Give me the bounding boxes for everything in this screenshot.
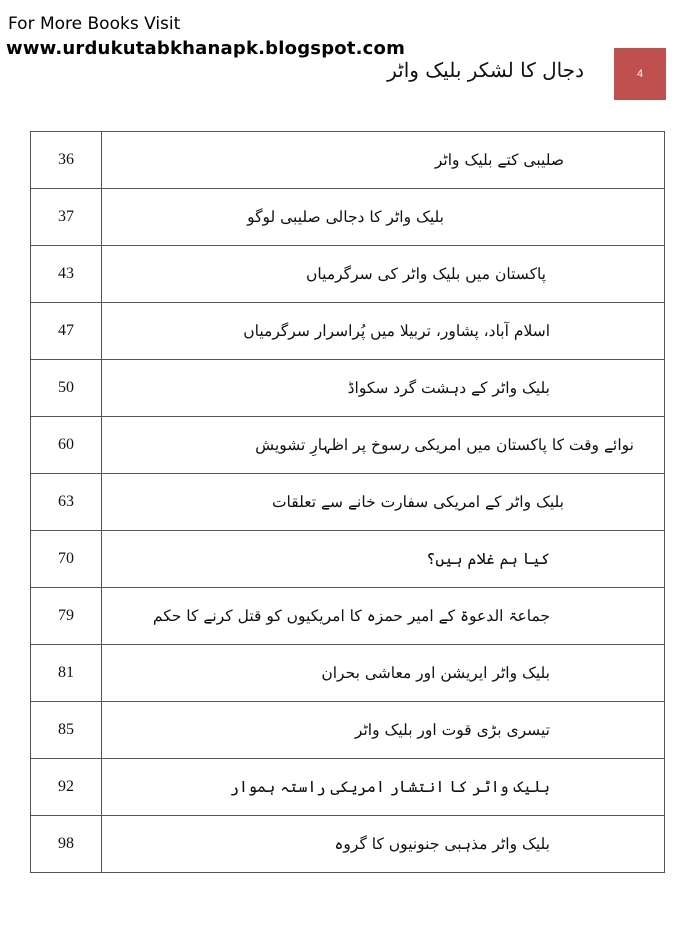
toc-page-number: 37 bbox=[31, 189, 102, 246]
toc-entry-title: کیا ہم غلام ہیں؟ bbox=[102, 531, 665, 588]
table-row bbox=[31, 702, 665, 759]
promo-url: www.urdukutabkhanapk.blogspot.com bbox=[6, 38, 406, 59]
toc-table bbox=[30, 131, 665, 873]
table-row bbox=[31, 132, 665, 189]
toc-entry-title: بلیک واٹر کے دہشت گرد سکواڈ bbox=[102, 360, 665, 417]
toc-entry-title: پاکستان میں بلیک واٹر کی سرگرمیاں bbox=[102, 246, 665, 303]
table-row bbox=[31, 417, 665, 474]
table-row bbox=[31, 303, 665, 360]
toc-entry-title: بلیک واٹر کا دجالی صلیبی لوگو bbox=[102, 189, 665, 246]
table-row bbox=[31, 360, 665, 417]
toc-page-number: 63 bbox=[31, 474, 102, 531]
toc-page-number: 36 bbox=[31, 132, 102, 189]
table-row bbox=[31, 474, 665, 531]
toc-page-number: 60 bbox=[31, 417, 102, 474]
toc-page-number: 81 bbox=[31, 645, 102, 702]
table-row bbox=[31, 189, 665, 246]
toc-entry-title: بلیک واٹر مذہبی جنونیوں کا گروہ bbox=[102, 816, 665, 873]
toc-entry-title: بلیک واٹر ایریشن اور معاشی بحران bbox=[102, 645, 665, 702]
toc-entry-title: بلیک واٹر کا انتشار امریکی راستہ ہموار bbox=[102, 759, 665, 816]
table-row bbox=[31, 759, 665, 816]
toc-page-number: 70 bbox=[31, 531, 102, 588]
toc-entry-title: اسلام آباد، پشاور، تربیلا میں پُراسرار سرگرمیاں bbox=[102, 303, 665, 360]
table-row bbox=[31, 246, 665, 303]
toc-page-number: 98 bbox=[31, 816, 102, 873]
page-title: دجال کا لشکر بلیک واٹر bbox=[387, 58, 584, 82]
toc-entry-title: صلیبی کتے بلیک واٹر bbox=[102, 132, 665, 189]
table-row bbox=[31, 816, 665, 873]
table-row bbox=[31, 588, 665, 645]
page-number-badge: 4 bbox=[614, 48, 666, 100]
toc-entry-title: بلیک واٹر کے امریکی سفارت خانے سے تعلقات bbox=[102, 474, 665, 531]
toc-page-number: 92 bbox=[31, 759, 102, 816]
toc-page-number: 43 bbox=[31, 246, 102, 303]
toc-page-number: 79 bbox=[31, 588, 102, 645]
toc-page-number: 47 bbox=[31, 303, 102, 360]
toc-entry-title: نوائے وقت کا پاکستان میں امریکی رسوخ پر اظہارِ تشویش bbox=[102, 417, 665, 474]
toc-entry-title: تیسری بڑی قوت اور بلیک واٹر bbox=[102, 702, 665, 759]
toc-page-number: 85 bbox=[31, 702, 102, 759]
table-row bbox=[31, 645, 665, 702]
promo-heading: For More Books Visit bbox=[8, 14, 181, 34]
toc-entry-title: جماعۃ الدعوۃ کے امیر حمزہ کا امریکیوں کو قتل کرنے کا حکم bbox=[102, 588, 665, 645]
table-row bbox=[31, 531, 665, 588]
toc-page-number: 50 bbox=[31, 360, 102, 417]
